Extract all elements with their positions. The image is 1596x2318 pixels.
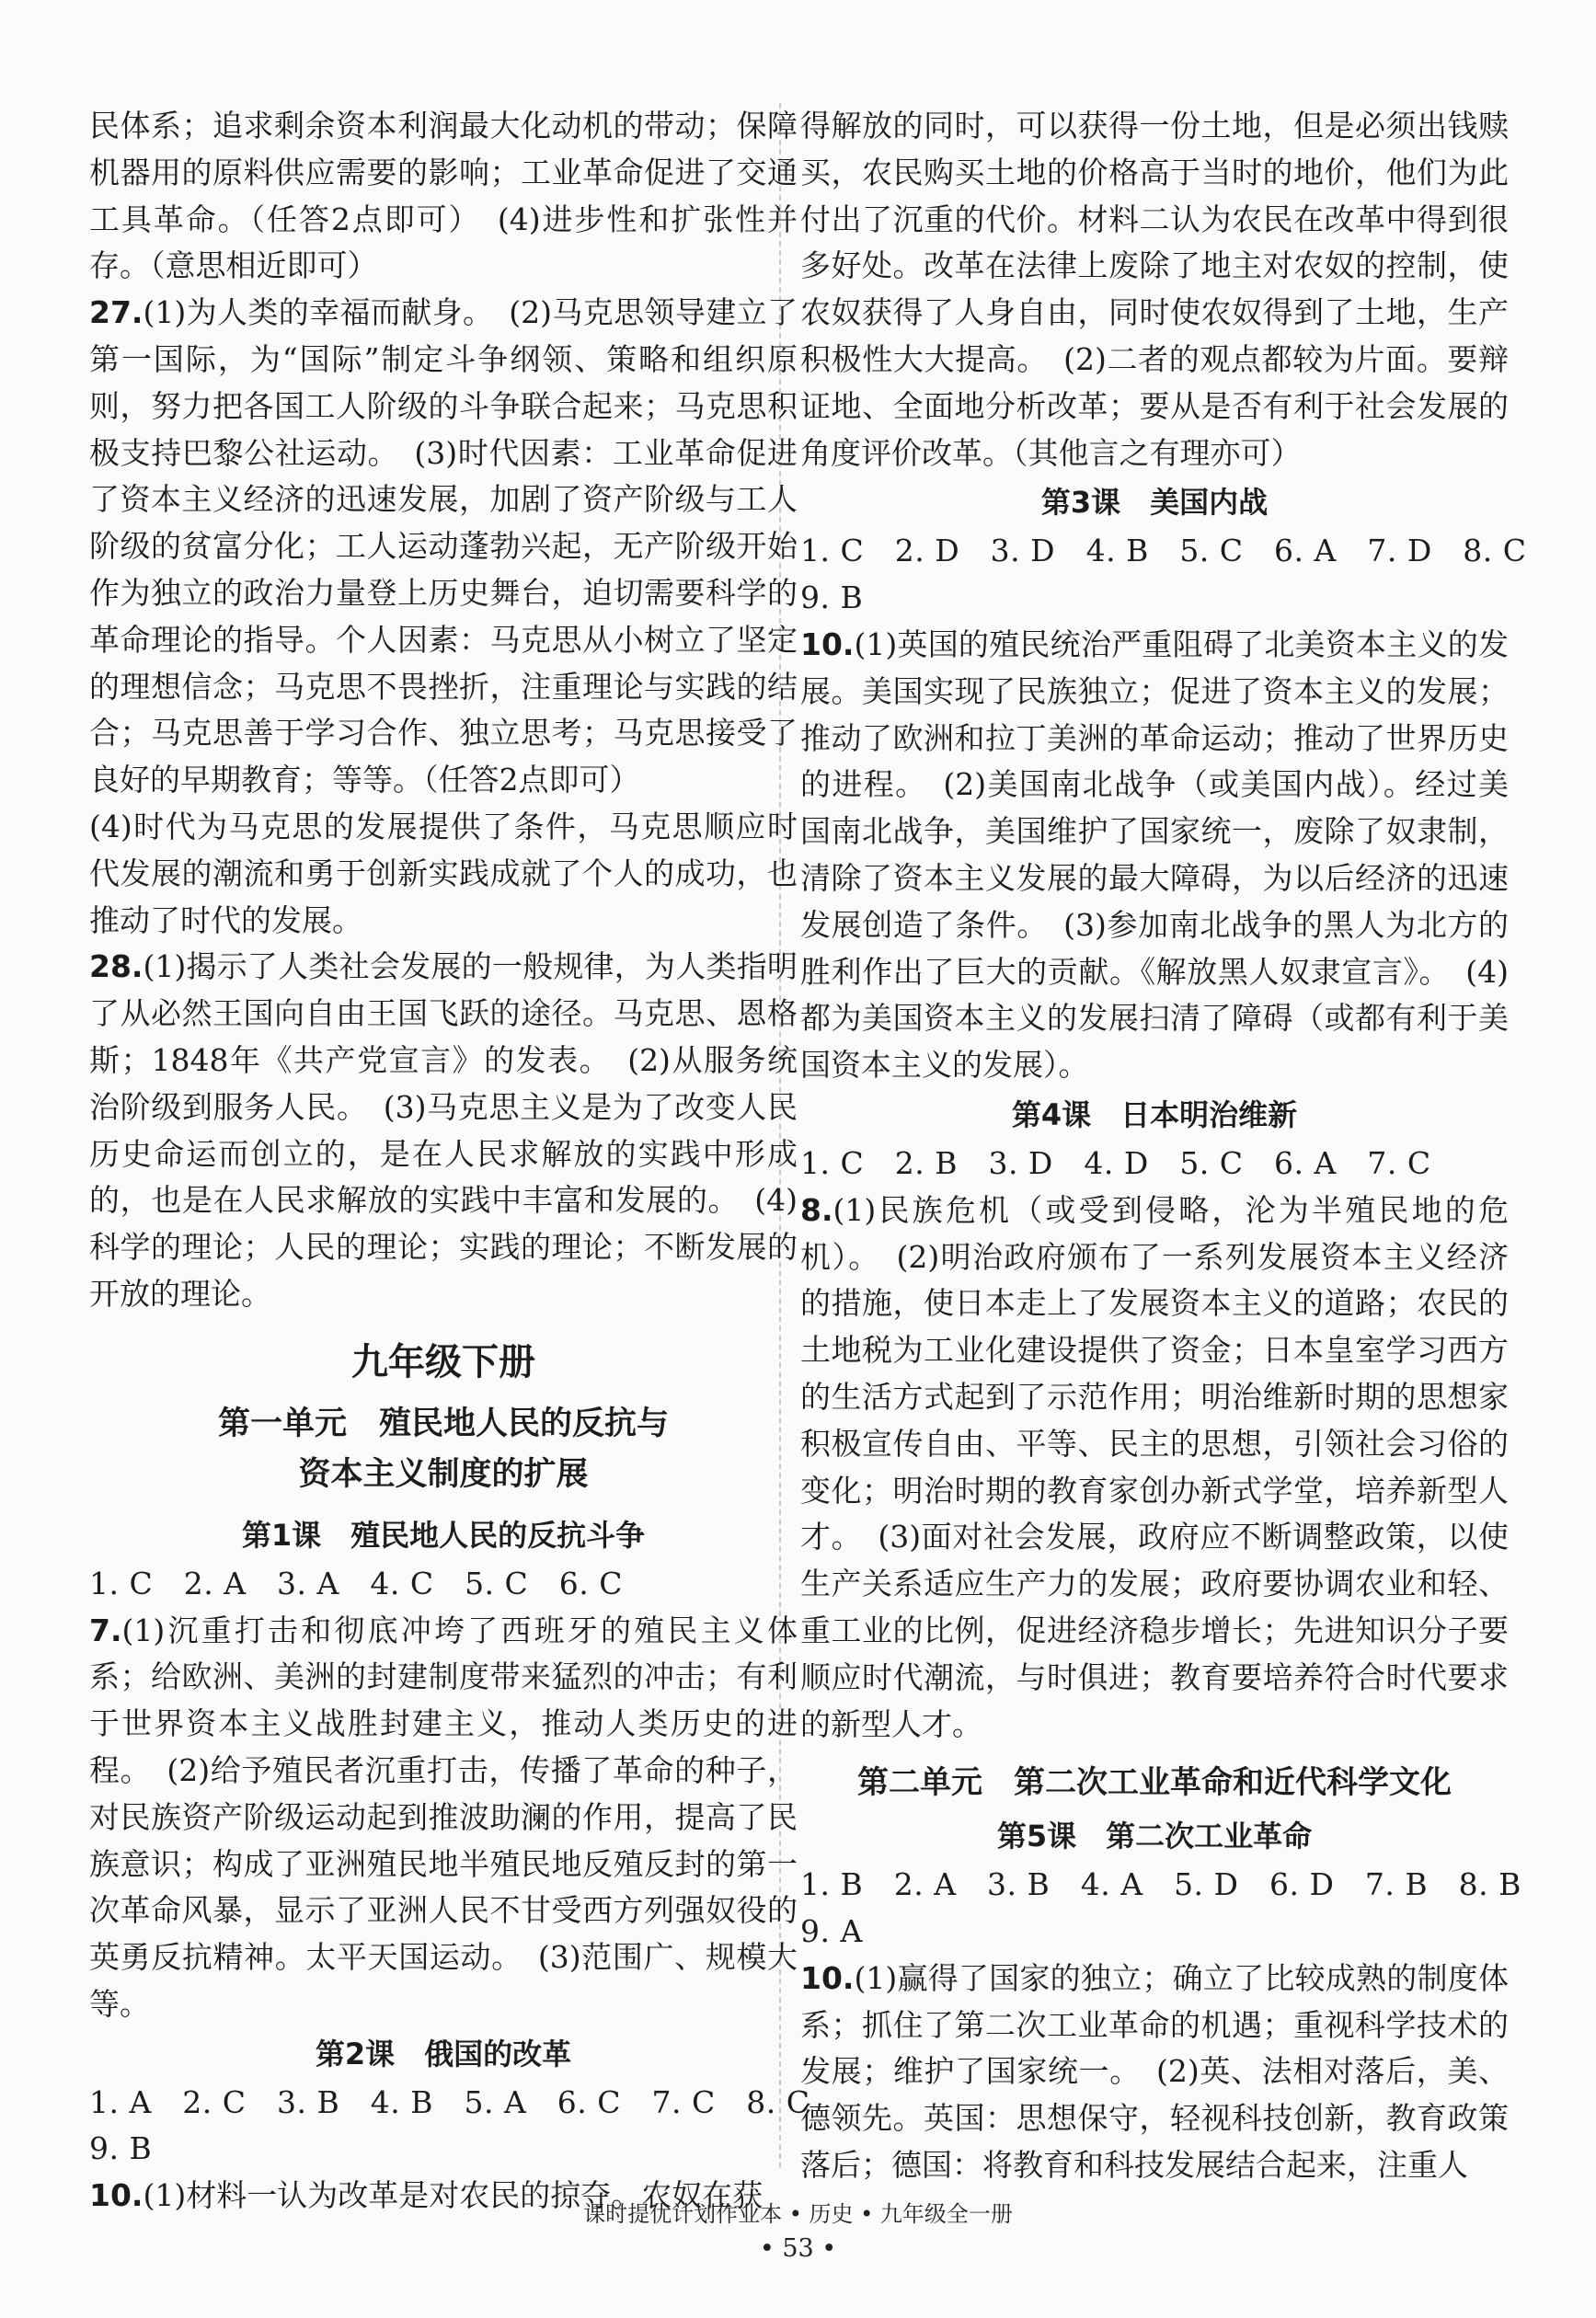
lesson-5-choices: 1. B 2. A 3. B 4. A 5. D 6. D 7. B 8. B [800,1866,1521,1903]
answer-text: (1)为人类的幸福而献身。 (2)马克思领导建立了第一国际，为“国际”制定斗争纲领、策略和组织原则，努力把各国工人阶级的斗争联合起来；马克思积极支持巴黎公社运动。 (3)时代因素：工业革命促进了资本主义经济的迅速发展，加剧了资产阶级与工人阶级的贫富分化；工人运动蓬勃兴起，无产阶级开始作为独立的政治力量登上历史舞台，迫切需要科学的革命理论的指导。个人因素：马克思从小树立了坚定的理想信念；马克思不畏挫折，注重理论与实践的结合；马克思善于学习合作、独立思考；马克思接受了良好的早期教育；等等。（任答2点即可） [89,294,798,798]
question-number: 10. [800,1959,855,1996]
unit-1-title [89,1399,798,1500]
lesson-3-choices: 1. C 2. D 3. D 4. B 5. C 6. A 7. D 8. C [800,533,1527,569]
lesson-2-choices-2: 9. B [89,2130,153,2167]
lesson-2-title: 第2课 俄国的改革 [315,2036,572,2071]
question-number: 27. [89,294,144,331]
lesson-5-title: 第5课 第二次工业革命 [996,1819,1313,1854]
lesson-5-answer-10 [800,1956,1509,2189]
answer-text: 得解放的同时，可以获得一份土地，但是必须出钱赎买，农民购买土地的价格高于当时的地价，他们为此付出了沉重的代价。材料二认为农民在改革中得到很多好处。改革在法律上废除了地主对农奴的控制，使农奴获得了人身自由，同时使农奴得到了土地，生产积极性大大提高。 (2)二者的观点都较为片面。要辩证地、全面地分析改革；要从是否有利于社会发展的角度评价改革。（其他言之有理亦可） [800,108,1509,471]
lesson-4-title: 第4课 日本明治维新 [1011,1096,1298,1132]
answer-text: (1)揭示了人类社会发展的一般规律，为人类指明了从必然王国向自由王国飞跃的途径。马克思、恩格斯；1848年《共产党宣言》的发表。 (2)从服务统治阶级到服务人民。 (3)马克思主义是为了改变人民历史命运而创立的，是在人民求解放的实践中形成的，也是在人民求解放的实践中丰富和发展的。 (4)科学的理论；人民的理论；实践的理论；不断发展的开放的理论。 [89,948,798,1312]
answer-text: 民体系；追求剩余资本利润最大化动机的带动；保障机器用的原料供应需要的影响；工业革命促进了交通工具革命。（任答2点即可） (4)进步性和扩张性并存。（意思相近即可） [89,108,798,284]
lesson-5-choices-2: 9. A [800,1913,863,1950]
lesson-4-choices: 1. C 2. B 3. D 4. D 5. C 6. A 7. C [800,1144,1431,1181]
unit-2-title: 第二单元 第二次工业革命和近代科学文化 [857,1764,1452,1802]
answer-text: (1)英国的殖民统治严重阻碍了北美资本主义的发展。美国实现了民族独立；促进了资本主义的发展；推动了欧洲和拉丁美洲的革命运动；推动了世界历史的进程。 (2)美国南北战争（或美国内战）。经过美国南北战争，美国维护了国家统一，废除了奴隶制，清除了资本主义发展的最大障碍，为以后经济的迅速发展创造了条件。 (3)参加南北战争的黑人为北方的胜利作出了巨大的贡献。《解放黑人奴隶宣言》。 (4)都为美国资本主义的发展扫清了障碍（或都有利于美国资本主义的发展）。 [800,625,1509,1084]
lesson-1-title: 第1课 殖民地人民的反抗斗争 [241,1517,646,1553]
lesson-3-answer-10 [800,622,1509,1089]
answer-text: (1)民族危机（或受到侵略，沦为半殖民地的危机）。 (2)明治政府颁布了一系列发展资本主义经济的措施，使日本走上了发展资本主义的道路；农民的土地税为工业化建设提供了资金；日本皇室学习西方的生活方式起到了示范作用；明治维新时期的思想家积极宣传自由、平等、民主的思想，引领社会习俗的变化；明治时期的教育家创办新式学堂，培养新型人才。 (3)面对社会发展，政府应不断调整政策，以使生产关系适应生产力的发展；政府要协调农业和轻、重工业的比例，促进经济稳步增长；先进知识分子要顺应时代潮流，与时俱进；教育要培养符合时代要求的新型人才。 [800,1191,1509,1742]
answer-text: (1)材料一认为改革是对农民的掠夺。农奴在获 [143,2177,764,2214]
footer-book-title: 课时提优计划作业本 • 历史 • 九年级全一册 [583,2201,1013,2227]
question-number: 7. [89,1612,122,1648]
question-number: 10. [800,625,855,662]
unit-1-title-line1: 第一单元 殖民地人民的反抗与 [217,1405,669,1442]
answer-text: (1)赢得了国家的独立；确立了比较成熟的制度体系；抓住了第二次工业革命的机遇；重视科学技术的发展；维护了国家统一。 (2)英、法相对落后，美、德领先。英国：思想保守，轻视科技创新，教育政策落后；德国：将教育和科技发展结合起来，注重人 [800,1959,1509,2184]
page-number: • 53 • [759,2234,837,2263]
lesson-2-choices: 1. A 2. C 3. B 4. B 5. A 6. C 7. C 8. C [89,2083,810,2120]
left-column [89,103,810,2220]
lesson-1-choices: 1. C 2. A 3. A 4. C 5. C 6. C [89,1565,624,1601]
question-number: 8. [800,1191,833,1228]
answer-27 [89,290,798,804]
lesson-3-title: 第3课 美国内战 [1040,485,1269,521]
lesson-3-choices-2: 9. B [800,580,864,616]
answer-text: (1)沉重打击和彻底冲垮了西班牙的殖民主义体系；给欧洲、美洲的封建制度带来猛烈的冲击；有利于世界资本主义战胜封建主义，推动人类历史的进程。 (2)给予殖民者沉重打击，传播了革命的种子，对民族资产阶级运动起到推波助澜的作用，提高了民族意识；构成了亚洲殖民地半殖民地反殖反封的第一次革命风暴，显示了亚洲人民不甘受西方列强奴役的英勇反抗精神。太平天国运动。 (3)范围广、规模大等。 [89,1612,798,2022]
answer-28 [89,944,798,1317]
lesson-4-answer-8 [800,1188,1509,1749]
lesson-1-answer-7 [89,1608,798,2028]
right-column [800,103,1527,2189]
answer-text: (4)时代为马克思的发展提供了条件，马克思顺应时代发展的潮流和勇于创新实践成就了个人的成功，也推动了时代的发展。 [89,808,798,938]
grade-title: 九年级下册 [351,1340,535,1383]
question-number: 28. [89,948,144,985]
unit-1-title-line2: 资本主义制度的扩展 [298,1455,589,1493]
question-number: 10. [89,2177,144,2214]
